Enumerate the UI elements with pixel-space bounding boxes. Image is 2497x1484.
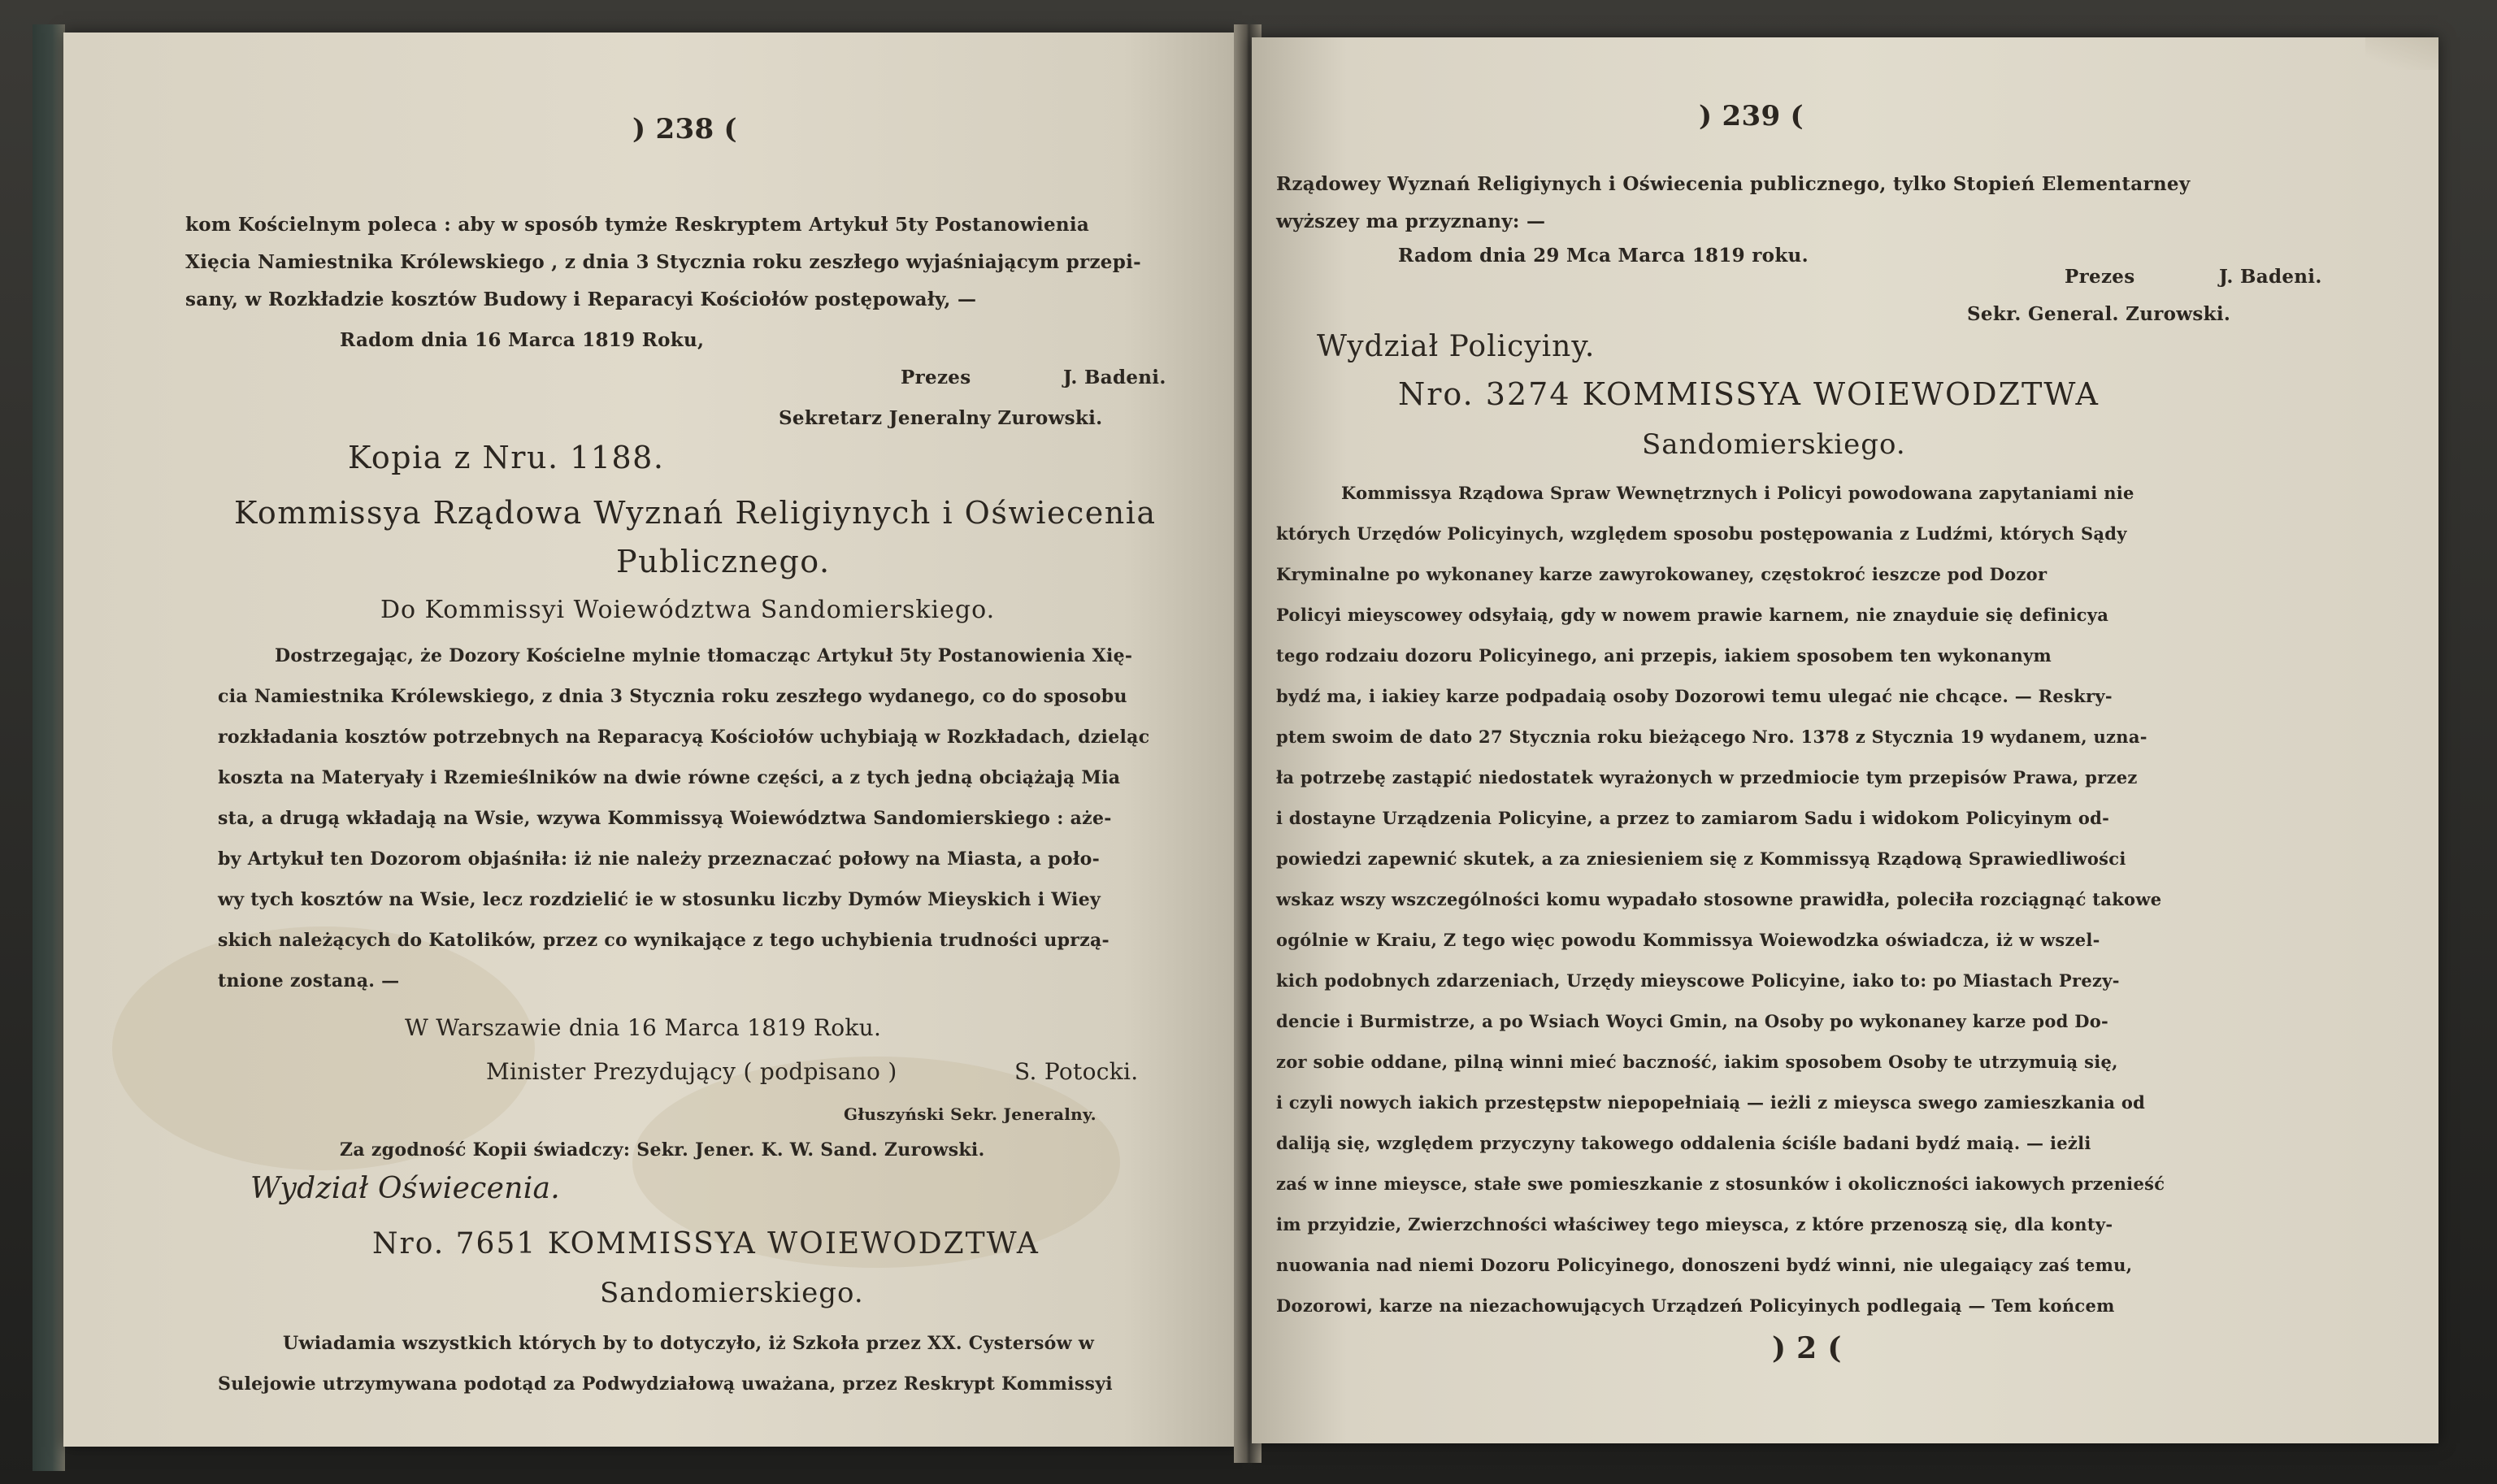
body-line: zaś w inne mieysce, stałe swe pomieszkanie z stosunków i okoliczności iakowych przenieść (1276, 1174, 2165, 1194)
body-line: dencie i Burmistrze, a po Wsiach Woyci Gmin, na Osoby po wykonaney karze pod Do- (1276, 1011, 2109, 1031)
minister-line: Minister Prezydujący ( podpisano ) (486, 1058, 897, 1085)
right-page (1252, 37, 2438, 1443)
region-heading: Sandomierskiego. (1642, 428, 1906, 461)
issue-date: W Warszawie dnia 16 Marca 1819 Roku. (405, 1014, 882, 1041)
body-line: by Artykuł ten Dozorom objaśniła: iż nie należy przeznaczać połowy na Miasta, a poło- (218, 848, 1101, 870)
body-line: daliją się, względem przyczyny takowego oddalenia ściśle badani bydź maią. — ieżli (1276, 1133, 2091, 1153)
text-line: Xięcia Namiestnika Królewskiego , z dnia 3 Stycznia roku zeszłego wyjaśniającym przepi- (185, 251, 1141, 273)
body-line: Dozorowi, karze na niezachowujących Urządzeń Policyinych podlegaią — Tem końcem (1276, 1295, 2115, 1316)
body-line: ptem swoim de dato 27 Stycznia roku bieżącego Nro. 1378 z Stycznia 19 wydanem, uzna- (1276, 727, 2147, 747)
body-line: i dostayne Urządzenia Policyine, a przez to zamiarom Sadu i widokom Policyinym od- (1276, 808, 2110, 828)
body-line: których Urzędów Policyinych, względem sposobu postępowania z Ludźmi, których Sądy (1276, 523, 2127, 544)
body-line: Kryminalne po wykonaney karze zawyrokowaney, częstokroć ieszcze pod Dozor (1276, 564, 2048, 584)
body-line: wskaz wszy wszczególności komu wypadało stosowne prawidła, poleciła rozciągnąć takowe (1276, 889, 2162, 909)
text-line: Rządowey Wyznań Religiynych i Oświecenia publicznego, tylko Stopień Elementarney (1276, 173, 2191, 195)
body-line: ogólnie w Kraiu, Z tego więc powodu Kommissya Woiewodzka oświadcza, iż w wszel- (1276, 930, 2100, 950)
date-line: Radom dnia 16 Marca 1819 Roku, (340, 329, 705, 351)
body-line: im przyidzie, Zwierzchności właściwey tego mieysca, z które przenoszą się, dla konty- (1276, 1214, 2113, 1234)
number-heading: Nro. 3274 KOMMISSYA WOIEWODZTWA (1398, 376, 2100, 412)
signature-name: J. Badeni. (1063, 367, 1166, 388)
text-line: kom Kościelnym poleca : aby w sposób tymże Reskryptem Artykuł 5ty Postanowienia (185, 214, 1090, 236)
body-line: nuowania nad niemi Dozoru Policyinego, donoszeni bydź winni, nie ulegaiący zaś temu, (1276, 1255, 2133, 1275)
page-number: ) 238 ( (632, 113, 737, 145)
body-line: tnione zostaną. — (218, 970, 400, 992)
kopia-heading: Kopia z Nru. 1188. (348, 440, 665, 475)
body-line: cia Namiestnika Królewskiego, z dnia 3 Stycznia roku zeszłego wydanego, co do sposobu (218, 686, 1127, 707)
body-line: tego rodzaiu dozoru Policyinego, ani przepis, iakiem sposobem ten wykonanym (1276, 645, 2052, 666)
body-line: sta, a drugą wkładają na Wsie, wzywa Kommissyą Woiewództwa Sandomierskiego : aże- (218, 808, 1112, 829)
text-line: wyższey ma przyznany: — (1276, 210, 1546, 232)
addressee-heading: Do Kommissyi Woiewództwa Sandomierskiego. (380, 596, 996, 624)
number-heading: Nro. 7651 KOMMISSYA WOIEWODZTWA (372, 1227, 1040, 1261)
left-page-content (63, 33, 1242, 1447)
body-line: koszta na Materyały i Rzemieślników na dwie równe części, a z tych jedną obciążają Mia (218, 767, 1121, 788)
date-line: Radom dnia 29 Mca Marca 1819 roku. (1398, 245, 1809, 267)
signature-name: J. Badeni. (2219, 266, 2322, 288)
right-page-content (1252, 37, 2438, 1443)
body-line: zor sobie oddane, pilną winni mieć baczność, iakim sposobem Osoby te utrzymuią się, (1276, 1052, 2118, 1072)
body-line: rozkładania kosztów potrzebnych na Reparacyą Kościołów uchybiają w Rozkładach, dzieląc (218, 727, 1150, 748)
body-line: Uwiadamia wszystkich których by to dotyczyło, iż Szkoła przez XX. Cystersów w (283, 1333, 1095, 1354)
body-line: kich podobnych zdarzeniach, Urzędy mieyscowe Policyine, iako to: po Miastach Prezy- (1276, 970, 2120, 991)
copy-certification: Za zgodność Kopii świadczy: Sekr. Jener. K. W. Sand. Zurowski. (340, 1139, 985, 1161)
body-line: ła potrzebę zastąpić niedostatek wyrażonych w przedmiocie tym przepisów Prawa, przez (1276, 767, 2138, 788)
secretary-signature: Sekretarz Jeneralny Zurowski. (779, 407, 1103, 429)
body-line: i czyli nowych iakich przestępstw niepopełniaią — ieżli z mieysca swego zamieszkania od (1276, 1092, 2146, 1113)
page-number: ) 239 ( (1699, 100, 1804, 132)
body-line: skich należących do Katolików, przez co wynikające z tego uchybienia trudności uprzą- (218, 930, 1110, 951)
department-heading: Wydział Policyiny. (1317, 330, 1596, 363)
region-heading: Sandomierskiego. (600, 1277, 864, 1309)
body-line: bydź ma, i iakiey karze podpadaią osoby Dozorowi temu ulegać nie chcące. — Reskry- (1276, 686, 2113, 706)
commission-heading-cont: Publicznego. (616, 544, 831, 579)
body-line: Sulejowie utrzymywana podotąd za Podwydziałową uważana, przez Reskrypt Kommissyi (218, 1373, 1113, 1395)
secretary-signature: Sekr. General. Zurowski. (1967, 303, 2231, 325)
body-line: powiedzi zapewnić skutek, a za zniesieniem się z Kommissyą Rządową Sprawiedliwości (1276, 848, 2126, 869)
secretary-line: Głuszyński Sekr. Jeneralny. (844, 1104, 1097, 1124)
signature-title: Prezes (901, 367, 971, 388)
body-line: wy tych kosztów na Wsie, lecz rozdzielić ie w stosunku liczby Dymów Mieyskich i Wiey (218, 889, 1101, 910)
text-line: sany, w Rozkładzie kosztów Budowy i Reparacyi Kościołów postępowały, — (185, 289, 977, 310)
body-line: Policyi mieyscowey odsyłaią, gdy w nowem prawie karnem, nie znayduie się definicya (1276, 605, 2109, 625)
signature-mark: ) 2 ( (1772, 1331, 1842, 1365)
minister-name: S. Potocki. (1014, 1058, 1139, 1085)
signature-title: Prezes (2065, 266, 2135, 288)
book-cover-edge (33, 24, 65, 1471)
body-line: Kommissya Rządowa Spraw Wewnętrznych i Policyi powodowana zapytaniami nie (1341, 483, 2134, 503)
department-heading: Wydział Oświecenia. (250, 1172, 561, 1205)
body-line: Dostrzegając, że Dozory Kościelne mylnie tłomacząc Artykuł 5ty Postanowienia Xię- (275, 645, 1133, 666)
commission-heading: Kommissya Rządowa Wyznań Religiynych i Oświecenia (234, 495, 1157, 531)
left-page (63, 33, 1242, 1447)
